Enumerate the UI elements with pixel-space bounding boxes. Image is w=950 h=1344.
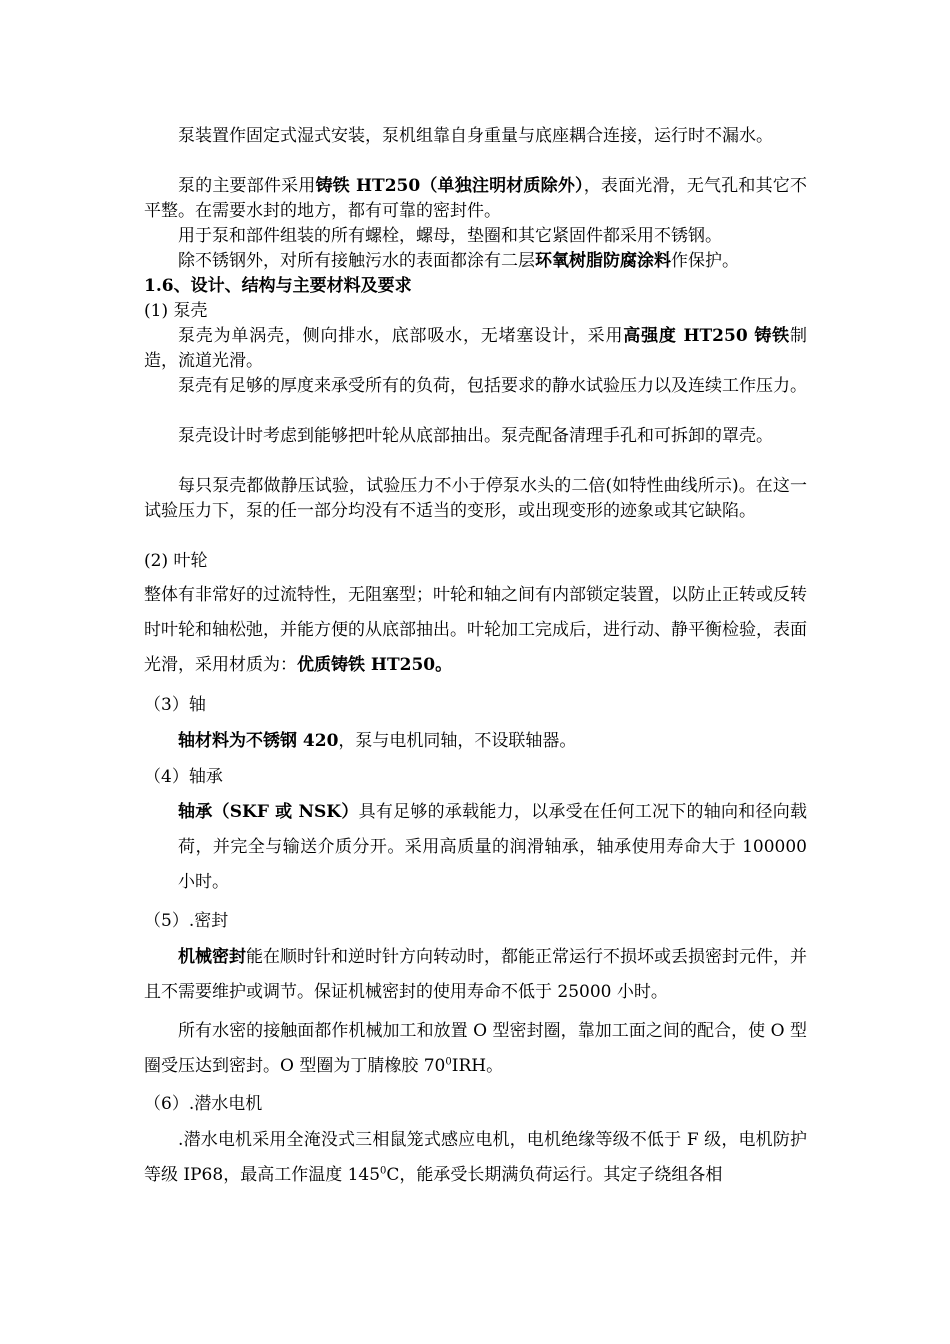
text-run: 整体有非常好的过流特性，无阻塞型；叶轮和轴之间有内部锁定装置，以防止正转或反转时叶轮和轴松弛，并能方便的从底部抽出。叶轮加工完成后，进行动、静平衡检验，表面光滑，采用材质为： — [144, 585, 807, 675]
text-run: 泵的主要部件采用 — [178, 176, 316, 196]
paragraph-materials — [144, 174, 807, 224]
paragraph-casing-design — [144, 324, 807, 374]
text-run: ，泵与电机同轴，不设联轴器。 — [338, 731, 577, 751]
subsection-title-pump-casing: (1) 泵壳 — [144, 301, 208, 321]
bold-text: 优质铸铁 HT250。 — [297, 655, 453, 675]
text-run: 制造，流道光滑。 — [144, 326, 807, 371]
subsection-title-impeller: (2) 叶轮 — [144, 551, 208, 571]
text-run: 除不锈钢外，对所有接触污水的表面都涂有二层 — [178, 251, 535, 271]
bold-text: 轴材料为不锈钢 420 — [178, 731, 339, 751]
bold-text: 轴承（SKF 或 NSK） — [178, 802, 359, 822]
text-run: IRH。 — [451, 1056, 504, 1076]
paragraph-coating — [144, 249, 807, 274]
paragraph-shaft — [144, 729, 807, 754]
bold-text: 机械密封 — [178, 947, 246, 967]
subsection-title-bearing: （4）轴承 — [144, 767, 223, 787]
bold-text: 铸铁 HT250（单独注明材质除外） — [315, 176, 584, 196]
text-run: 具有足够的承载能力，以承受在任何工况下的轴向和径向载荷，并完全与输送介质分开。采用高质量的润滑轴承，轴承使用寿命大于 100000 小时。 — [178, 802, 808, 892]
paragraph-casing-removal: 泵壳设计时考虑到能够把叶轮从底部抽出。泵壳配备清理手孔和可拆卸的罩壳。 — [178, 426, 773, 446]
section-heading: 1.6、设计、结构与主要材料及要求 — [144, 276, 412, 296]
paragraph-fasteners: 用于泵和部件组装的所有螺栓，螺母，垫圈和其它紧固件都采用不锈钢。 — [178, 226, 722, 246]
superscript: 0 — [380, 1165, 387, 1177]
text-run: 泵壳为单涡壳，侧向排水，底部吸水，无堵塞设计，采用 — [178, 326, 624, 346]
paragraph-installation: 泵装置作固定式湿式安装，泵机组靠自身重量与底座耦合连接，运行时不漏水。 — [178, 126, 773, 146]
text-run: .潜水电机采用全淹没式三相鼠笼式感应电机，电机绝缘等级不低于 F 级，电机防护等级 IP68，最高工作温度 145 — [144, 1130, 807, 1185]
paragraph-motor — [144, 1123, 807, 1193]
paragraph-casing-test: 每只泵壳都做静压试验，试验压力不小于停泵水头的二倍(如特性曲线所示)。在这一试验压力下，泵的任一部分均没有不适当的变形，或出现变形的迹象或其它缺陷。 — [144, 476, 807, 521]
paragraph-impeller — [144, 578, 807, 683]
paragraph-mechanical-seal — [144, 940, 807, 1010]
subsection-title-shaft: （3）轴 — [144, 695, 206, 715]
subsection-title-motor: （6）.潜水电机 — [144, 1094, 263, 1114]
superscript: 0 — [445, 1056, 452, 1068]
paragraph-casing-thickness: 泵壳有足够的厚度来承受所有的负荷，包括要求的静水试验压力以及连续工作压力。 — [178, 376, 807, 396]
text-run: 作保护。 — [671, 251, 739, 271]
paragraph-bearing — [178, 795, 807, 900]
text-run: 所有水密的接触面都作机械加工和放置 O 型密封圈，靠加工面之间的配合，使 O 型圈受压达到密封。O 型圈为丁腈橡胶 70 — [144, 1021, 807, 1076]
text-run: 能在顺时针和逆时针方向转动时，都能正常运行不损坏或丢损密封元件，并且不需要维护或调节。保证机械密封的使用寿命不低于 25000 小时。 — [144, 947, 807, 1002]
subsection-title-seal: （5）.密封 — [144, 911, 229, 931]
text-run: C，能承受长期满负荷运行。其定子绕组各相 — [386, 1165, 723, 1185]
bold-text: 环氧树脂防腐涂料 — [535, 251, 671, 271]
text-run: ，表面光滑，无气孔和其它不平整。在需要水封的地方，都有可靠的密封件。 — [144, 176, 807, 221]
bold-text: 高强度 HT250 铸铁 — [623, 326, 790, 346]
paragraph-o-ring — [144, 1014, 807, 1084]
